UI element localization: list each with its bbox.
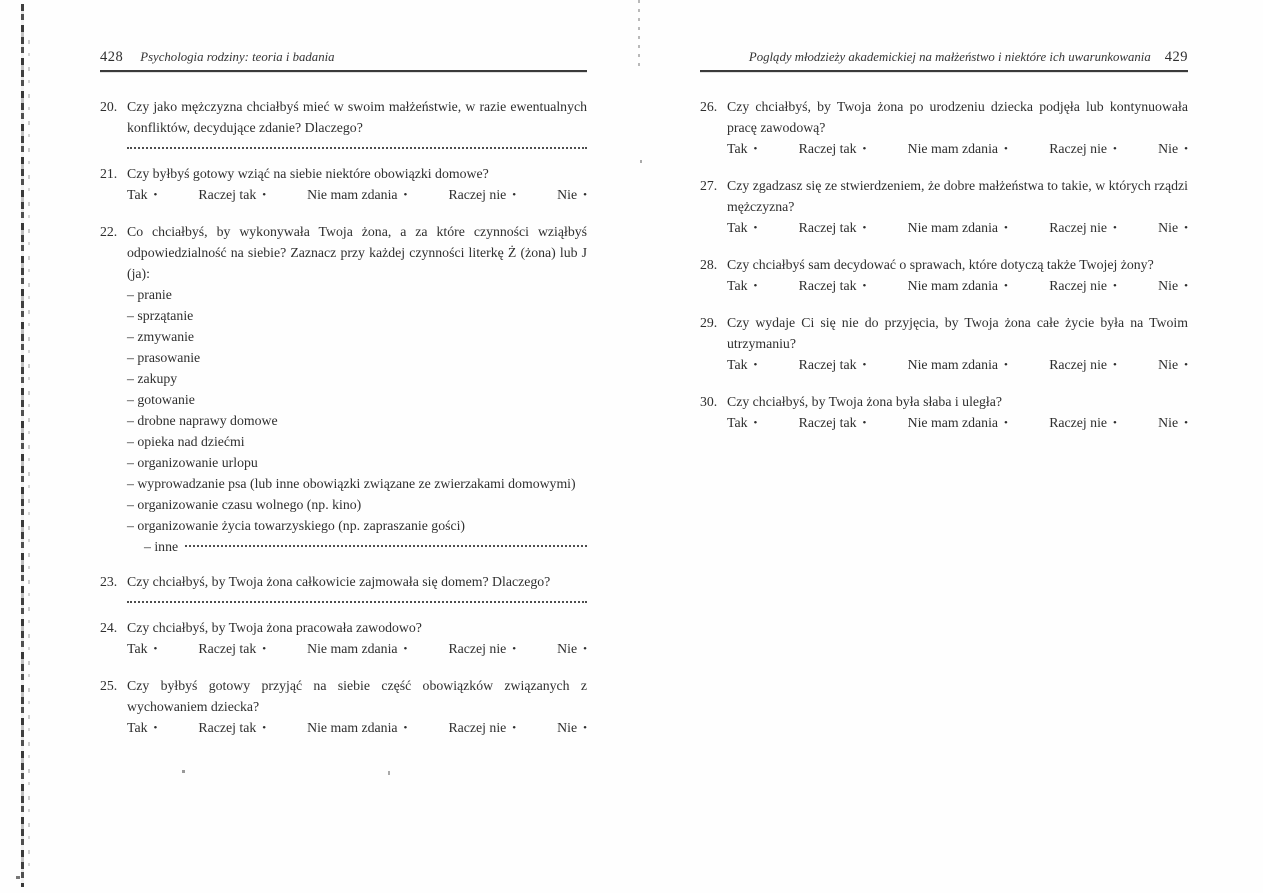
scan-spine-artifact-secondary [28,40,30,873]
right-page-header [700,0,1188,66]
question-text: Czy chciałbyś sam decydować o sprawach, które dotyczą także Twojej żony? [727,257,1154,272]
scan-speck [388,771,390,775]
question-text: Czy chciałbyś, by Twoja żona po urodzeniu dziecka podjęła lub kontynuowała pracę zawodową? [727,99,1188,135]
chores-list-item-with-blank [127,536,587,557]
bullet-marker: • [862,222,867,234]
bullet-marker: • [1184,143,1188,155]
bullet-marker: • [583,643,587,655]
question-number: 29. [700,315,718,330]
left-running-title: Psychologia rodziny: teoria i badania [140,50,335,64]
bullet-marker: • [583,722,587,734]
bullet-marker: • [753,359,758,371]
chores-list-item: – gotowanie [127,392,195,407]
question-number: 22. [100,224,118,239]
bullet-marker: • [862,417,867,429]
scan-speck [640,160,642,163]
bullet-marker: • [1184,280,1188,292]
answer-scale-option: Raczej tak • [798,278,867,293]
question-text: Czy byłbyś gotowy wziąć na siebie niektóre obowiązki domowe? [127,166,489,181]
bullet-marker: • [512,643,517,655]
answer-scale-option: Tak • [727,141,758,156]
dotted-answer-line [127,145,587,149]
bullet-marker: • [1113,222,1117,234]
bullet-marker: • [1113,417,1117,429]
bullet-marker: • [1113,359,1117,371]
question-text: Czy wydaje Ci się nie do przyjęcia, by Twoja żona całe życie była na Twoim utrzymaniu? [727,315,1188,351]
question-29 [700,312,1188,377]
chores-list-item: – prasowanie [127,350,201,365]
answer-scale-option: Raczej tak • [198,187,267,202]
bullet-marker: • [262,722,267,734]
answer-scale-option: Raczej tak • [798,357,867,372]
chores-list-item: – zakupy [127,371,178,386]
bullet-marker: • [1004,222,1008,234]
bullet-marker: • [1004,359,1008,371]
answer-scale-option: Tak • [727,220,758,235]
answer-scale-option: Raczej tak • [798,220,867,235]
scan-speck [182,770,185,773]
chores-list-item: – pranie [127,287,172,302]
right-running-title: Poglądy młodzieży akademickiej na małżeństwo i niektóre ich uwarunkowania [748,50,1151,64]
answer-scale-option: Tak • [727,357,758,372]
right-questions-list [700,96,1188,435]
answer-scale-option: Raczej nie • [1049,357,1117,372]
answer-scale-option: Nie mam zdania • [307,641,408,656]
bullet-marker: • [512,722,517,734]
answer-scale-option: Tak • [727,278,758,293]
question-26 [700,96,1188,161]
answer-scale-option: Nie • [1158,357,1188,372]
bullet-marker: • [862,143,867,155]
answer-scale-option: Nie • [1158,220,1188,235]
question-28 [700,254,1188,298]
bullet-marker: • [1004,280,1008,292]
bullet-marker: • [862,280,867,292]
bullet-marker: • [403,189,408,201]
answer-scale-option: Nie mam zdania • [907,278,1008,293]
question-25 [100,675,587,740]
answer-scale-option: Nie mam zdania • [907,357,1008,372]
bullet-marker: • [153,722,158,734]
question-text: Czy jako mężczyzna chciałbyś mieć w swoim małżeństwie, w razie ewentualnych konfliktów, decydujące zdanie? Dlaczego? [127,99,587,135]
answer-scale [127,638,587,661]
bullet-marker: • [153,189,158,201]
answer-scale-option: Raczej tak • [798,141,867,156]
answer-scale-option: Raczej nie • [1049,278,1117,293]
chores-list [127,284,587,557]
bullet-marker: • [862,359,867,371]
bullet-marker: • [1184,359,1188,371]
right-page [700,0,1188,449]
answer-scale-option: Nie • [557,187,587,202]
chores-list-item-label: – inne [144,539,179,554]
answer-scale-option: Nie • [1158,415,1188,430]
answer-scale-option: Nie • [1158,278,1188,293]
question-text: Czy zgadzasz się ze stwierdzeniem, że dobre małżeństwa to takie, w których rządzi mężczyzna? [727,178,1188,214]
right-page-number: 429 [1164,49,1188,65]
answer-scale [127,717,587,740]
answer-scale-option: Raczej nie • [1049,415,1117,430]
answer-scale-option: Raczej nie • [448,641,517,656]
question-text: Czy chciałbyś, by Twoja żona była słaba i uległa? [727,394,1003,409]
scan-speck [16,876,20,879]
answer-scale-option: Tak • [727,415,758,430]
answer-scale [727,354,1188,377]
question-text: Czy byłbyś gotowy przyjąć na siebie część obowiązków związanych z wychowaniem dziecka? [127,678,587,714]
left-page-number: 428 [100,49,124,65]
question-22 [100,221,587,557]
answer-scale-option: Raczej tak • [198,641,267,656]
left-page-header [100,0,587,66]
question-text: Czy chciałbyś, by Twoja żona pracowała zawodowo? [127,620,422,635]
question-number: 23. [100,574,118,589]
chores-list-item: – opieka nad dziećmi [127,434,245,449]
chores-list-item: – sprzątanie [127,308,194,323]
bullet-marker: • [1184,417,1188,429]
answer-scale [727,275,1188,298]
question-number: 20. [100,99,118,114]
dotted-fill-in-line [185,545,587,547]
scan-spine-artifact [21,4,24,887]
answer-scale-option: Raczej tak • [198,720,267,735]
answer-scale-option: Nie • [557,720,587,735]
left-header-rule [100,70,587,72]
answer-scale [727,138,1188,161]
bullet-marker: • [262,643,267,655]
answer-scale-option: Nie • [1158,141,1188,156]
answer-scale-option: Raczej nie • [448,720,517,735]
question-number: 25. [100,678,118,693]
answer-scale-option: Nie mam zdania • [907,415,1008,430]
answer-scale-option: Nie mam zdania • [307,187,408,202]
question-number: 24. [100,620,118,635]
bullet-marker: • [583,189,587,201]
answer-scale-option: Raczej nie • [1049,141,1117,156]
chores-list-item: – wyprowadzanie psa (lub inne obowiązki związane ze zwierzakami domowymi) [127,476,576,491]
left-questions-list [100,96,587,740]
chores-list-item: – drobne naprawy domowe [127,413,278,428]
answer-scale-option: Tak • [127,187,158,202]
answer-scale-option: Raczej nie • [1049,220,1117,235]
bullet-marker: • [262,189,267,201]
question-text: Co chciałbyś, by wykonywała Twoja żona, a za które czynności wziąłbyś odpowiedzialność na siebie? Zaznacz przy każdej czynności literkę Ż (żona) lub J (ja): [127,224,587,281]
bullet-marker: • [1113,143,1117,155]
question-27 [700,175,1188,240]
answer-scale-option: Nie mam zdania • [307,720,408,735]
bullet-marker: • [753,417,758,429]
question-number: 27. [700,178,718,193]
answer-scale-option: Nie mam zdania • [907,220,1008,235]
bullet-marker: • [753,222,758,234]
answer-scale-option: Tak • [127,720,158,735]
answer-scale-option: Nie mam zdania • [907,141,1008,156]
question-23 [100,571,587,603]
question-20 [100,96,587,149]
question-30 [700,391,1188,435]
answer-scale [727,217,1188,240]
bullet-marker: • [403,722,408,734]
chores-list-item: – zmywanie [127,329,195,344]
question-text: Czy chciałbyś, by Twoja żona całkowicie zajmowała się domem? Dlaczego? [127,574,551,589]
chores-list-item: – organizowanie czasu wolnego (np. kino) [127,497,362,512]
page-fold-crease [638,0,640,68]
bullet-marker: • [153,643,158,655]
chores-list-item: – organizowanie życia towarzyskiego (np. zapraszanie gości) [127,518,466,533]
question-21 [100,163,587,207]
left-page [100,0,587,754]
question-number: 28. [700,257,718,272]
bullet-marker: • [512,189,517,201]
dotted-answer-line [127,599,587,603]
chores-list-item: – organizowanie urlopu [127,455,258,470]
bullet-marker: • [1004,143,1008,155]
question-number: 21. [100,166,118,181]
question-number: 26. [700,99,718,114]
bullet-marker: • [403,643,408,655]
bullet-marker: • [753,143,758,155]
bullet-marker: • [1113,280,1117,292]
answer-scale-option: Tak • [127,641,158,656]
answer-scale-option: Raczej nie • [448,187,517,202]
bullet-marker: • [1184,222,1188,234]
answer-scale [727,412,1188,435]
bullet-marker: • [753,280,758,292]
answer-scale-option: Nie • [557,641,587,656]
question-24 [100,617,587,661]
answer-scale-option: Raczej tak • [798,415,867,430]
bullet-marker: • [1004,417,1008,429]
question-number: 30. [700,394,718,409]
right-header-rule [700,70,1188,72]
answer-scale [127,184,587,207]
